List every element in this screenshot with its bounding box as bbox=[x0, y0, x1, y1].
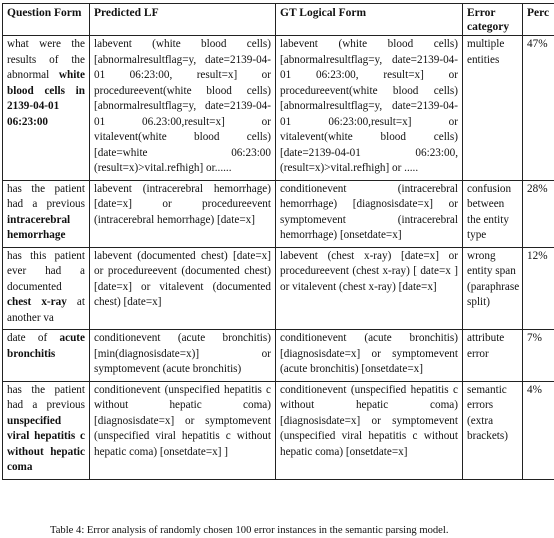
question-text: has the patient had a previous bbox=[7, 383, 85, 411]
predicted-lf-cell: labevent (intracerebral hemorrhage) [date=x] or procedureevent (intracerebral hemorrhage) [date=x] bbox=[90, 180, 276, 247]
table-header-row bbox=[3, 4, 554, 36]
header-perc: Perc bbox=[523, 4, 554, 36]
predicted-lf-cell: conditionevent (unspecified hepatitis c without hepatic coma) [diagnosisdate=x] or symptomevent (unspecified viral hepatitis c without hepatic coma) [onsetdate=x] ] bbox=[90, 381, 276, 479]
question-cell bbox=[3, 180, 90, 247]
predicted-lf-cell: labevent (white blood cells) [abnormalresultflag=y, date=2139-04-01 06:23:00, result=x] or procedureevent(white blood cells) [abnormalresultflag=y, date=2139-04-01 06.23:00,result=x] or vitalevent(white blood cells) [date=white 06:23:00 (result=x)>vital.refhigh] or...... bbox=[90, 36, 276, 181]
perc-cell: 47% bbox=[523, 36, 554, 181]
question-cell bbox=[3, 330, 90, 382]
question-entity: unspecified viral hepatitis c without hepatic coma bbox=[7, 414, 85, 473]
error-category-cell: multiple entities bbox=[463, 36, 523, 181]
table-row bbox=[3, 180, 554, 247]
error-category-cell: confusion between the entity type bbox=[463, 180, 523, 247]
question-text: has the patient had a previous bbox=[7, 182, 85, 210]
question-entity: chest x-ray bbox=[7, 296, 67, 308]
perc-cell: 28% bbox=[523, 180, 554, 247]
error-category-cell: wrong entity span (paraphrase split) bbox=[463, 247, 523, 330]
table-row bbox=[3, 247, 554, 330]
gt-lf-cell: labevent (chest x-ray) [date=x] or procedureevent (chest x-ray) [ date=x ] or vitalevent (chest x-ray) [date=x] bbox=[276, 247, 463, 330]
error-category-cell: semantic errors (extra brackets) bbox=[463, 381, 523, 479]
header-gt-logical-form: GT Logical Form bbox=[276, 4, 463, 36]
gt-lf-cell: conditionevent (unspecified hepatitis c without hepatic coma) [diagnosisdate=x] or symptomevent (unspecified viral hepatitis c without hepatic coma) [onsetdate=x] bbox=[276, 381, 463, 479]
table-row bbox=[3, 381, 554, 479]
question-text: date of bbox=[7, 332, 48, 344]
perc-cell: 12% bbox=[523, 247, 554, 330]
table-row bbox=[3, 330, 554, 382]
table-row bbox=[3, 36, 554, 181]
question-cell bbox=[3, 381, 90, 479]
gt-lf-cell: labevent (white blood cells) [abnormalresultflag=y, date=2139-04-01 06:23:00, result=x] or procedureevent(white blood cells) [abnormalresultflag=y, date=2139-04-01 06:23:00,result=x] or vitalevent(white blood cells) [date=2139-04-01 06:23:00, (result=x)>vital.refhigh] or ..... bbox=[276, 36, 463, 181]
predicted-lf-cell: labevent (documented chest) [date=x] or procedureevent (documented chest) [date=x] or vitalevent (documented chest) [date=x] bbox=[90, 247, 276, 330]
question-cell bbox=[3, 36, 90, 181]
error-analysis-table bbox=[2, 3, 554, 480]
perc-cell: 7% bbox=[523, 330, 554, 382]
header-question-form: Question Form bbox=[3, 4, 90, 36]
gt-lf-cell: conditionevent (intracerebral hemorrhage) [diagnosisdate=x] or symptomevent (intracerebral hemorrhage) [onsetdate=x] bbox=[276, 180, 463, 247]
error-category-cell: attribute error bbox=[463, 330, 523, 382]
question-entity: intracerebral hemorrhage bbox=[7, 213, 71, 241]
question-entity: white blood cells in 2139-04-01 06:23:00 bbox=[7, 69, 85, 128]
header-predicted-lf: Predicted LF bbox=[90, 4, 276, 36]
perc-cell: 4% bbox=[523, 381, 554, 479]
gt-lf-cell: conditionevent (acute bronchitis) [diagnosisdate=x] or symptomevent (acute bronchitis) [onsetdate=x] bbox=[276, 330, 463, 382]
table-caption: Table 4: Error analysis of randomly chosen 100 error instances in the semantic parsing model. bbox=[50, 525, 449, 536]
predicted-lf-cell: conditionevent (acute bronchitis) [min(diagnosisdate=x)] or symptomevent (acute bronchitis) bbox=[90, 330, 276, 382]
header-error-category: Error category bbox=[463, 4, 523, 36]
question-entity: acute bronchitis bbox=[7, 332, 85, 360]
question-text: what were the results of the abnormal bbox=[7, 38, 85, 81]
question-cell bbox=[3, 247, 90, 330]
question-text: has this patient ever had a documented bbox=[7, 249, 85, 293]
question-suffix: at another va bbox=[7, 296, 85, 324]
